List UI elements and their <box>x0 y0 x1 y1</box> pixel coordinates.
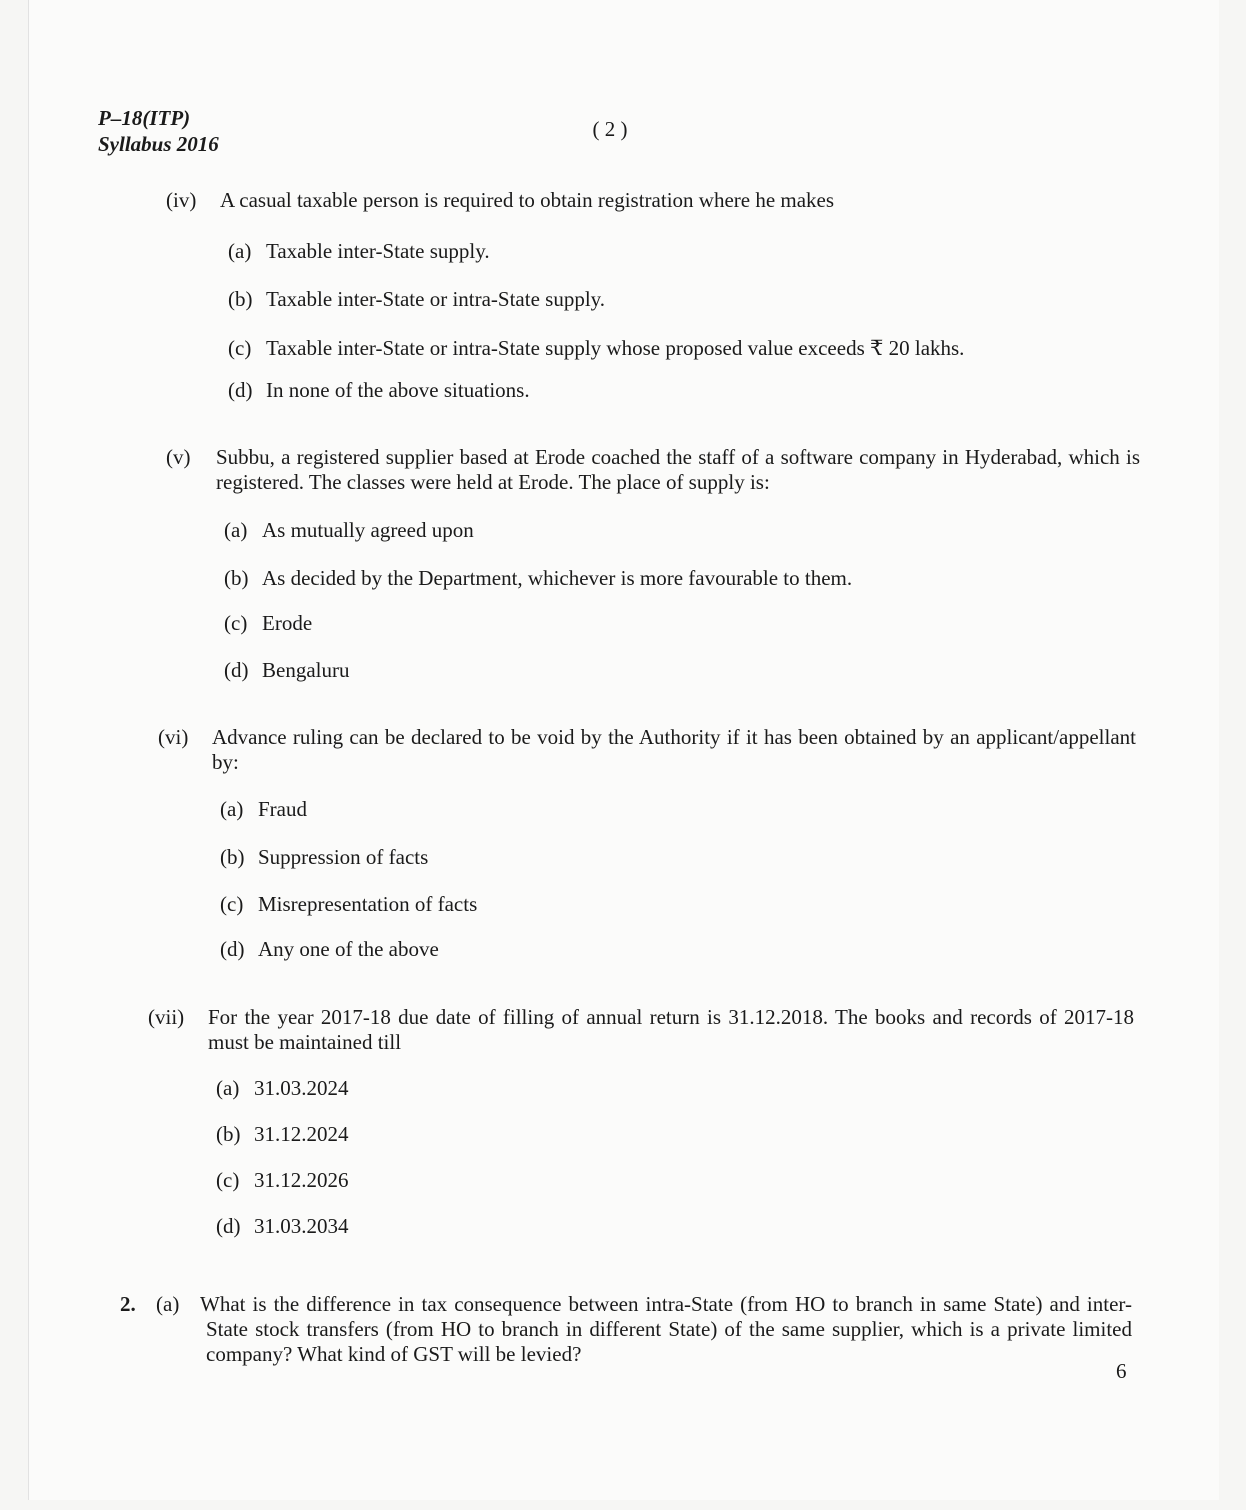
option-iv-c: (c) Taxable inter-State or intra-State supply whose proposed value exceeds ₹ 20 lakhs. <box>228 336 965 360</box>
question-text: Subbu, a registered supplier based at Erode coached the staff of a software company in Hyderabad, which is registered. The classes were held at Erode. The place of supply is: <box>216 445 1140 494</box>
question-iv <box>166 188 1126 214</box>
syllabus-label: Syllabus 2016 <box>98 132 219 156</box>
question-part: (a) <box>156 1292 180 1316</box>
option-v-a: (a) As mutually agreed upon <box>224 518 474 542</box>
option-vii-c: (c) 31.12.2026 <box>216 1168 349 1192</box>
option-iv-b: (b) Taxable inter-State or intra-State supply. <box>228 287 606 311</box>
option-vii-b: (b) 31.12.2024 <box>216 1122 349 1146</box>
question-number: 2. <box>120 1292 136 1316</box>
option-v-c: (c) Erode <box>224 611 313 635</box>
question-number: (vi) <box>158 725 189 749</box>
option-v-d: (d) Bengaluru <box>224 658 350 682</box>
option-vii-a: (a) 31.03.2024 <box>216 1076 349 1100</box>
question-text: What is the difference in tax consequence between intra-State (from HO to branch in same State) and inter-State stock transfers (from HO to branch in different State) of the same supplier, which is a private limited company? What kind of GST will be levied? <box>200 1292 1132 1366</box>
option-vii-d: (d) 31.03.2034 <box>216 1214 349 1238</box>
question-text: For the year 2017-18 due date of filling of annual return is 31.12.2018. The books and records of 2017-18 must be maintained till <box>208 1005 1134 1054</box>
question-number: (iv) <box>166 188 197 212</box>
option-v-b: (b) As decided by the Department, whichever is more favourable to them. <box>224 566 853 590</box>
question-vii <box>148 1005 1136 1057</box>
option-vi-c: (c) Misrepresentation of facts <box>220 892 478 916</box>
option-vi-a: (a) Fraud <box>220 797 307 821</box>
question-vi <box>158 725 1138 777</box>
question-2a <box>120 1292 1132 1372</box>
question-text: A casual taxable person is required to obtain registration where he makes <box>220 188 835 212</box>
option-vi-d: (d) Any one of the above <box>220 937 439 961</box>
question-text: Advance ruling can be declared to be void by the Authority if it has been obtained by an applicant/appellant by: <box>212 725 1136 774</box>
question-v <box>166 445 1141 497</box>
option-iv-a: (a) Taxable inter-State supply. <box>228 239 490 263</box>
question-number: (v) <box>166 445 191 469</box>
question-number: (vii) <box>148 1005 185 1029</box>
paper-code: P–18(ITP) <box>98 106 191 130</box>
paper-code-block <box>98 105 219 157</box>
marks: 6 <box>1116 1359 1127 1383</box>
option-iv-d: (d) In none of the above situations. <box>228 378 530 402</box>
option-vi-b: (b) Suppression of facts <box>220 845 429 869</box>
page-number: ( 2 ) <box>592 117 628 141</box>
